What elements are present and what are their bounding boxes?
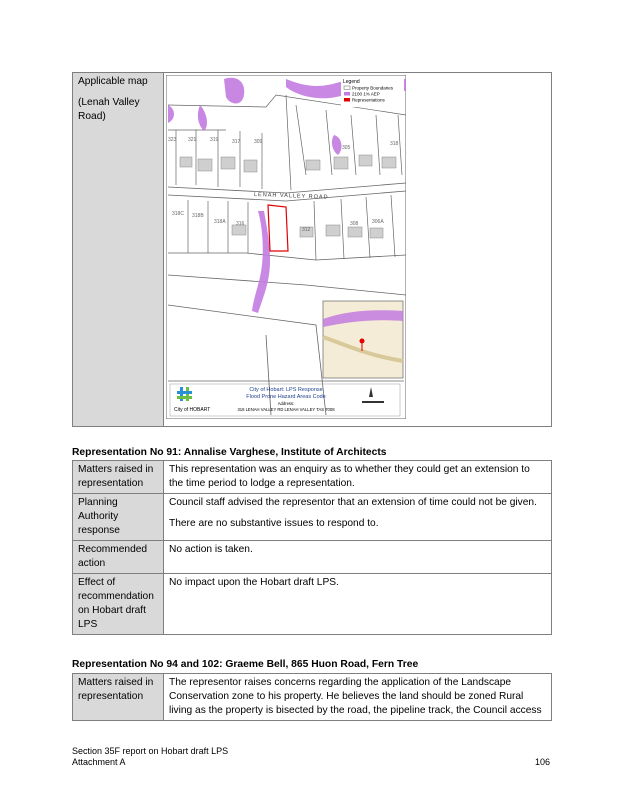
svg-text:Representations: Representations [352, 97, 385, 103]
footer-line1: Section 35F report on Hobart draft LPS [72, 746, 229, 756]
map-table [72, 72, 552, 427]
svg-text:321: 321 [188, 137, 197, 143]
rep91-heading: Representation No 91: Annalise Varghese, Institute of Architects [72, 447, 387, 458]
map-legend [341, 77, 404, 107]
svg-text:318: 318 [390, 141, 399, 147]
table-row [73, 461, 552, 494]
svg-text:317: 317 [232, 139, 241, 145]
row-content: This representation was an enquiry as to whether they could get an extension to the time period to lodge a representation. [164, 461, 552, 494]
svg-text:318C: 318C [172, 211, 184, 217]
rep91-table [72, 460, 552, 635]
rep94-table [72, 673, 552, 721]
map-sublabel: (Lenah Valley Road) [78, 97, 140, 122]
road-label: LENAH VALLEY ROAD [253, 192, 329, 201]
svg-text:323: 323 [168, 137, 177, 143]
inset-map [323, 301, 403, 378]
svg-text:316 LENAH VALLEY RD LENAH VALL: 316 LENAH VALLEY RD LENAH VALLEY TAS 7008 [237, 407, 335, 412]
svg-text:Flood Prone Hazard Areas Code: Flood Prone Hazard Areas Code [246, 394, 326, 400]
row-label: Matters raised in representation [73, 461, 164, 494]
row-content: No action is taken. [164, 541, 552, 574]
table-row [73, 494, 552, 541]
svg-text:2100 1% AEP: 2100 1% AEP [352, 91, 380, 97]
row-label: Matters raised in representation [73, 674, 164, 721]
svg-text:318B: 318B [192, 213, 204, 219]
row-label: Planning Authority response [73, 494, 164, 541]
table-row [73, 541, 552, 574]
svg-text:312: 312 [302, 227, 311, 233]
svg-text:Property Boundaries: Property Boundaries [352, 85, 394, 91]
svg-text:309: 309 [254, 139, 263, 145]
svg-text:City of Hobart: LPS Response: City of Hobart: LPS Response [249, 387, 323, 393]
row-content: Council staff advised the representor that an extension of time could not be given. There are no substantive issues to respond to. [164, 494, 552, 541]
row-content: No impact upon the Hobart draft LPS. [164, 574, 552, 635]
svg-text:319: 319 [210, 137, 219, 143]
row-content: The representor raises concerns regarding the application of the Landscape Conservation zone to his property. He believes the land should be zoned Rural living as the property is bisected by the road, the pipeline track, the Council access [164, 674, 552, 721]
row-label: Effect of recommendation on Hobart draft LPS [73, 574, 164, 635]
svg-text:305: 305 [342, 145, 351, 151]
footer-line2: Attachment A [72, 757, 126, 767]
footer [72, 746, 228, 768]
map-label: Applicable map [78, 76, 148, 87]
table-row [73, 574, 552, 635]
map-cell [164, 73, 552, 427]
svg-text:Legend: Legend [343, 79, 360, 85]
svg-text:308: 308 [350, 221, 359, 227]
svg-text:City of HOBART: City of HOBART [174, 407, 211, 413]
row-label: Recommended action [73, 541, 164, 574]
rep94-heading: Representation No 94 and 102: Graeme Bell, 865 Huon Road, Fern Tree [72, 659, 419, 670]
flood-map [166, 75, 406, 419]
page-number: 106 [534, 757, 550, 767]
table-row [73, 674, 552, 721]
map-label-cell [73, 73, 164, 427]
svg-text:Address:: Address: [277, 401, 295, 406]
svg-text:316: 316 [236, 221, 245, 227]
svg-text:306A: 306A [372, 219, 384, 225]
svg-text:318A: 318A [214, 219, 226, 225]
